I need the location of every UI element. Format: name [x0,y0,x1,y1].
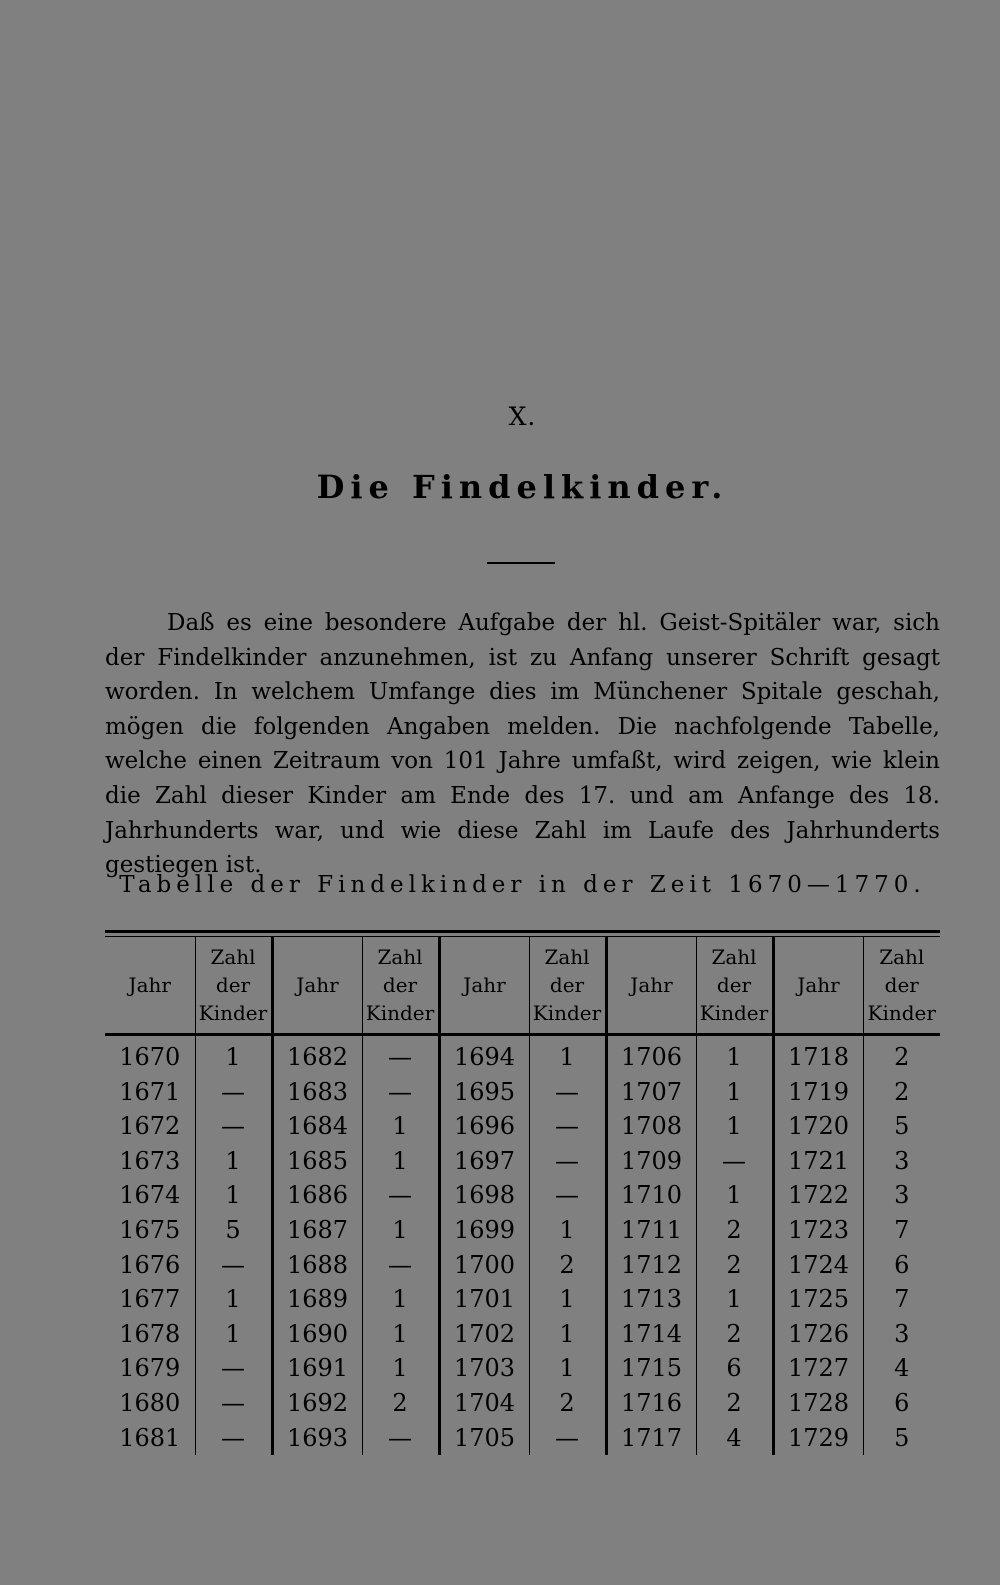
year-cell: 1674 [119,1181,181,1210]
count-cell: — [195,1386,272,1421]
year-cell: 1692 [272,1386,362,1421]
table-row [105,1421,940,1456]
year-cell: 1714 [606,1317,696,1352]
year-cell: 1671 [119,1077,181,1106]
count-cell: 3 [863,1317,940,1352]
table-top-rule [105,930,940,933]
year-cell: 1676 [119,1250,181,1279]
table-caption: Tabelle der Findelkinder in der Zeit 1670—1770. [119,872,926,898]
header-count-line: der [549,973,585,997]
header-count-line: Zahl [544,945,590,969]
count-cell: — [529,1178,606,1213]
count-cell: 1 [696,1282,773,1317]
foundling-table-grid [105,937,940,1455]
year-cell: 1684 [272,1109,362,1144]
count-cell: 1 [195,1035,272,1075]
count-cell: 2 [696,1317,773,1352]
year-cell: 1679 [119,1354,181,1383]
header-count-line: der [215,973,251,997]
year-cell: 1721 [773,1144,863,1179]
year-cell: 1717 [606,1421,696,1456]
year-cell: 1699 [439,1213,529,1248]
year-cell: 1678 [119,1319,181,1348]
year-cell: 1700 [439,1248,529,1283]
header-count-line: Kinder [867,1001,936,1025]
year-cell: 1683 [272,1075,362,1110]
year-cell: 1718 [773,1035,863,1075]
count-cell: — [195,1075,272,1110]
header-count-line: Zahl [879,945,925,969]
year-cell: 1673 [119,1146,181,1175]
header-count-line: Kinder [699,1001,769,1025]
title-divider [487,562,555,564]
count-cell: 3 [863,1144,940,1179]
year-cell: 1723 [773,1213,863,1248]
table-row [105,1386,940,1421]
count-cell: 7 [863,1213,940,1248]
intro-paragraph: Daß es eine besondere Aufgabe der hl. Geist-Spitäler war, sich der Findelkinder anzunehmen, ist zu Anfang unserer Schrift gesagt worden. In welchem Umfange dies im Münchener Spitale geschah, mögen die folgenden Angaben melden. Die nachfolgende Tabelle, welche einen Zeitraum von 101 Jahre umfaßt, wird zeigen, wie klein die Zahl dieser Kinder am Ende des 17. und am Anfange des 18. Jahrhunderts war, und wie diese Zahl im Laufe des Jahrhunderts gestiegen ist. [105,610,940,879]
count-cell: 4 [863,1351,940,1386]
year-cell: 1716 [606,1386,696,1421]
header-count [362,937,439,1035]
count-cell: — [529,1421,606,1456]
count-cell: 1 [362,1109,439,1144]
year-cell: 1690 [272,1317,362,1352]
count-cell: 5 [195,1213,272,1248]
count-cell: 1 [529,1282,606,1317]
header-count-line: Zahl [377,945,423,969]
count-cell: — [195,1109,272,1144]
year-cell: 1688 [272,1248,362,1283]
table-row [105,1282,940,1317]
count-cell: 1 [529,1213,606,1248]
count-cell: — [696,1144,773,1179]
year-cell: 1727 [773,1351,863,1386]
year-cell: 1698 [439,1178,529,1213]
count-cell: 1 [362,1213,439,1248]
table-row [105,1144,940,1179]
year-cell: 1728 [773,1386,863,1421]
count-cell: 2 [362,1386,439,1421]
year-cell: 1675 [119,1215,181,1244]
header-count-line: der [716,973,752,997]
year-cell: 1704 [439,1386,529,1421]
table-row [105,1035,940,1075]
count-cell: — [362,1421,439,1456]
year-cell: 1726 [773,1317,863,1352]
header-year: Jahr [773,937,863,1035]
year-cell: 1697 [439,1144,529,1179]
count-cell: 1 [362,1282,439,1317]
header-count-line: Zahl [711,945,757,969]
year-cell: 1693 [272,1421,362,1456]
count-cell: — [529,1109,606,1144]
table-row [105,1178,940,1213]
count-cell: 1 [696,1109,773,1144]
year-cell: 1725 [773,1282,863,1317]
count-cell: 1 [195,1282,272,1317]
count-cell: 1 [362,1317,439,1352]
count-cell: 1 [195,1317,272,1352]
year-cell: 1670 [119,1043,181,1071]
count-cell: — [362,1035,439,1075]
year-cell: 1706 [606,1035,696,1075]
foundling-table [105,930,940,1455]
table-row [105,1317,940,1352]
count-cell: 6 [696,1351,773,1386]
count-cell: — [362,1178,439,1213]
year-cell: 1694 [439,1035,529,1075]
count-cell: 4 [696,1421,773,1456]
header-count-line: Kinder [532,1001,602,1025]
count-cell: — [195,1351,272,1386]
count-cell: — [362,1248,439,1283]
year-cell: 1724 [773,1248,863,1283]
count-cell: 2 [529,1386,606,1421]
year-cell: 1677 [119,1285,181,1314]
count-cell: 1 [362,1144,439,1179]
year-cell: 1709 [606,1144,696,1179]
year-cell: 1710 [606,1178,696,1213]
count-cell: 7 [863,1282,940,1317]
count-cell: — [195,1421,272,1456]
table-row [105,1075,940,1110]
count-cell: 1 [696,1035,773,1075]
year-cell: 1707 [606,1075,696,1110]
count-cell: 6 [863,1248,940,1283]
header-count [195,937,272,1035]
header-count-line: Kinder [365,1001,435,1025]
year-cell: 1702 [439,1317,529,1352]
year-cell: 1705 [439,1421,529,1456]
chapter-number: X. [508,402,537,431]
count-cell: 1 [696,1075,773,1110]
count-cell: 1 [529,1317,606,1352]
header-year: Jahr [105,937,195,1035]
count-cell: 1 [195,1178,272,1213]
header-count-line: Zahl [210,945,256,969]
header-count [863,937,940,1035]
count-cell: 5 [863,1109,940,1144]
table-row [105,1213,940,1248]
year-cell: 1712 [606,1248,696,1283]
year-cell: 1701 [439,1282,529,1317]
count-cell: 1 [362,1351,439,1386]
year-cell: 1719 [773,1075,863,1110]
header-year: Jahr [439,937,529,1035]
year-cell: 1729 [773,1421,863,1456]
table-row [105,1109,940,1144]
header-year: Jahr [606,937,696,1035]
year-cell: 1682 [272,1035,362,1075]
chapter-title: Die Findelkinder. [316,468,729,506]
year-cell: 1680 [119,1388,181,1417]
year-cell: 1708 [606,1109,696,1144]
count-cell: 2 [696,1386,773,1421]
count-cell: — [362,1075,439,1110]
header-count [529,937,606,1035]
year-cell: 1711 [606,1213,696,1248]
count-cell: 3 [863,1178,940,1213]
count-cell: 6 [863,1386,940,1421]
header-count-line: Kinder [198,1001,268,1025]
count-cell: 1 [529,1035,606,1075]
year-cell: 1720 [773,1109,863,1144]
count-cell: 2 [696,1213,773,1248]
year-cell: 1686 [272,1178,362,1213]
year-cell: 1695 [439,1075,529,1110]
count-cell: 1 [529,1351,606,1386]
count-cell: 1 [696,1178,773,1213]
year-cell: 1681 [119,1423,181,1452]
header-count-line: der [884,973,919,997]
year-cell: 1689 [272,1282,362,1317]
year-cell: 1722 [773,1178,863,1213]
count-cell: — [529,1075,606,1110]
year-cell: 1691 [272,1351,362,1386]
count-cell: 2 [529,1248,606,1283]
year-cell: 1687 [272,1213,362,1248]
table-row [105,1248,940,1283]
count-cell: 1 [195,1144,272,1179]
count-cell: 2 [863,1035,940,1075]
header-count [696,937,773,1035]
count-cell: 5 [863,1421,940,1456]
header-year: Jahr [272,937,362,1035]
count-cell: — [529,1144,606,1179]
year-cell: 1696 [439,1109,529,1144]
year-cell: 1715 [606,1351,696,1386]
count-cell: — [195,1248,272,1283]
count-cell: 2 [863,1075,940,1110]
table-header-row [105,937,940,1035]
table-body [105,1035,940,1456]
year-cell: 1685 [272,1144,362,1179]
header-count-line: der [382,973,418,997]
table-row [105,1351,940,1386]
year-cell: 1703 [439,1351,529,1386]
year-cell: 1713 [606,1282,696,1317]
count-cell: 2 [696,1248,773,1283]
year-cell: 1672 [119,1112,181,1141]
